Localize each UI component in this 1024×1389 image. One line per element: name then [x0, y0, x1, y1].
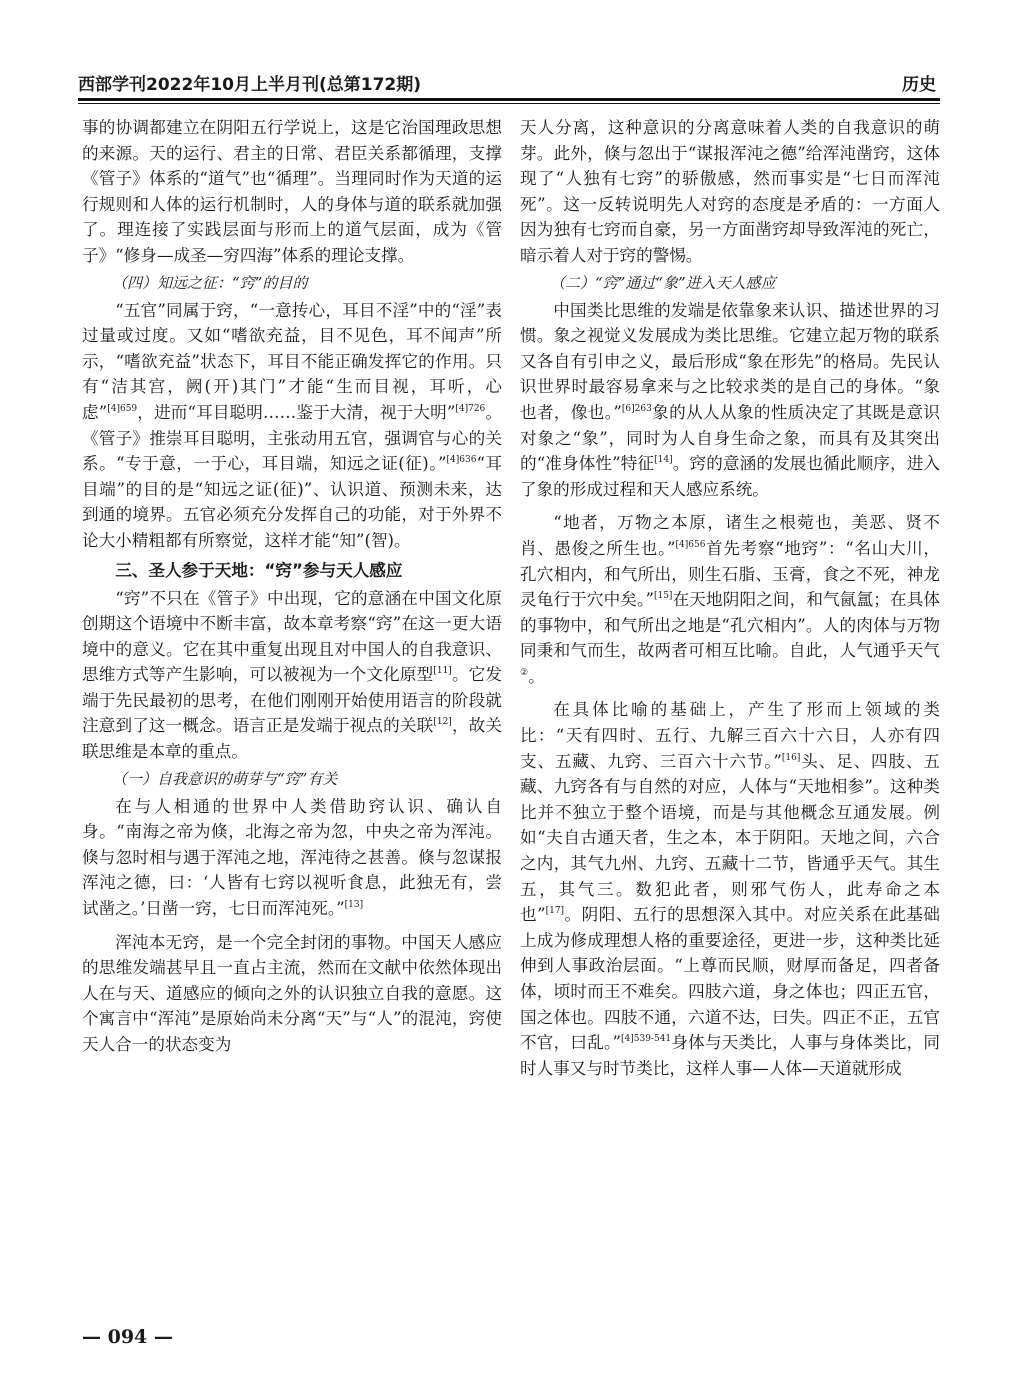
- text-run: ，故关联思维是本章的重点。: [82, 716, 502, 762]
- text-run: 在具体比喻的基础上，产生了形而上领域的类比：“天有四时、五行、九解三百六十六日，人亦有四支、五藏、九窍、三百六十六节。”: [520, 700, 940, 771]
- text-run: 象的从人从象的性质决定了其既是意识对象之“象”，同时为人自身生命之象，而具有及其突出的“准身体性”特征: [520, 402, 940, 474]
- header-rule-thick: [78, 98, 940, 101]
- section-label: 历史: [902, 75, 936, 95]
- paragraph: [82, 794, 502, 922]
- paragraph: [82, 298, 502, 554]
- citation-ref: [14]: [654, 455, 673, 466]
- page-number: — 094 —: [82, 1326, 173, 1348]
- paragraph: [520, 510, 940, 689]
- subsection-heading-four: （四）知远之征：“窍”的目的: [112, 273, 308, 292]
- header-rule-thin: [78, 103, 940, 104]
- text-run: 首先考察“地窍”：“名山大川，孔穴相内，和气所出，则生石脂、玉膏，食之不死，神龙灵龟行于穴中矣。”: [520, 538, 940, 610]
- paragraph: 事的协调都建立在阴阳五行学说上，这是它治国理政思想的来源。天的运行、君主的日常、君臣关系都循理，支撑《管子》体系的“道气”也“循理”。当理同时作为天道的运行规则和人体的运行机制时，人的身体与道的联系就加强了。理连接了实践层面与形而上的道气层面，成为《管子》“修身—成圣—穷四海”体系的理论支撑。: [82, 118, 502, 265]
- paragraph: [82, 586, 502, 765]
- citation-ref: [13]: [344, 900, 364, 911]
- text-run: 。《管子》推崇耳目聪明，主张动用五官，强调官与心的关系。“专于意，一于心，耳目端，知远之证(征)。”: [82, 402, 502, 474]
- citation-ref: [11]: [433, 666, 452, 677]
- subsection-heading-one: （一）自我意识的萌芽与“窍”有关: [112, 769, 338, 788]
- citation-ref: [4]539-541: [621, 1034, 672, 1045]
- journal-masthead: 西部学刊2022年10月上半月刊(总第172期): [78, 75, 421, 95]
- citation-ref: [15]: [653, 591, 673, 602]
- citation-ref: [4]656: [675, 539, 706, 550]
- text-run: 。阴阳、五行的思想深入其中。对应关系在此基础上成为修成理想人格的重要途径，更进一步，这种类比延伸到人事政治层面。“上尊而民顺，财厚而备足，四者备体，顷时而王不难矣。四肢六道，身之体也；四正五官，国之体也。四肢不通，六道不达，曰失。四正不正，五官不官，曰乱。”: [520, 905, 940, 1053]
- citation-ref: [4]636: [446, 455, 477, 466]
- footnote-marker: ②: [520, 667, 529, 678]
- running-header: [78, 70, 940, 96]
- paragraph: 天人分离，这种意识的分离意味着人类的自我意识的萌芽。此外，倏与忽出于“谋报浑沌之德”给浑沌凿窍，这体现了“人独有七窍”的骄傲感，然而事实是“七日而浑沌死”。这一反转说明先人对窍的态度是矛盾的：一方面人因为独有七窍而自豪，另一方面凿窍却导致浑沌的死亡，暗示着人对于窍的警惕。: [520, 118, 940, 265]
- text-run: “耳目端”的目的是“知远之证(征)”、认识道、预测未来，达到通的境界。五官必须充分发挥自己的功能，对于外界不论大小精粗都有所察觉，这样才能“知”(智)。: [82, 454, 502, 550]
- paragraph: [520, 697, 940, 1081]
- subsection-heading-two: （二）“窍”通过“象”进入天人感应: [550, 273, 776, 292]
- text-run: 头、足、四肢、五藏、九窍各有与自然的对应，人体与“天地相参”。这种类比并不独立于整个语境，而是与其他概念互通发展。例如“夫自古通天者，生之本，本于阴阳。天地之间，六合之内，其气九州、九窍、五藏十二节，皆通乎天气。其生五，其气三。数犯此者，则邪气伤人，此寿命之本也”: [520, 751, 940, 925]
- citation-ref: [6]263: [621, 403, 652, 414]
- text-run: “地者，万物之本原，诸生之根菀也，美恶、贤不肖、愚俊之所生也。”: [520, 513, 940, 558]
- text-run: “窍”不只在《管子》中出现，它的意涵在中国文化原创期这个语境中不断丰富，故本章考察“窍”在这一更大语境中的意义。它在其中重复出现且对中国人的自我意识、思维方式等产生影响，可以被视为一个文化原型: [82, 588, 502, 685]
- text-run: 中国类比思维的发端是依靠象来认识、描述世界的习惯。象之视觉义发展成为类比思维。它建立起万物的联系又各自有引申之义，最后形成“象在形先”的格局。先民认识世界时最容易拿来与之比较求类的是自己的身体。“象也者，像也。”: [520, 300, 940, 422]
- text-run: “五官”同属于窍，“一意抟心，耳目不淫”中的“淫”表过量或过度。又如“嗜欲充益，目不见色，耳不闻声”所示，“嗜欲充益”状态下，耳目不能正确发挥它的作用。只有“洁其宫，阙(开)其门”才能“生而目视，耳听，心虑”: [82, 300, 502, 422]
- citation-ref: [17]: [545, 906, 565, 917]
- section-heading-three: 三、圣人参于天地：“窍”参与天人感应: [115, 560, 403, 580]
- text-run: 。它发端于先民最初的思考，在他们刚刚开始使用语言的阶段就注意到了这一概念。语言正是发端于视点的关联: [82, 665, 502, 736]
- left-column: [82, 115, 502, 1295]
- text-run: 。窍的意涵的发展也循此顺序，进入了象的形成过程和天人感应系统。: [520, 454, 940, 499]
- paragraph: [520, 298, 940, 503]
- citation-ref: [4]726: [455, 403, 486, 414]
- right-column: [520, 115, 940, 1295]
- citation-ref: [12]: [433, 717, 452, 728]
- text-run: 在与人相通的世界中人类借助窍认识、确认自身。“南海之帝为倏，北海之帝为忽，中央之帝为浑沌。倏与忽时相与遇于浑沌之地，浑沌待之甚善。倏与忽谋报浑沌之德，曰：‘人皆有七窍以视听食息，此独无有，尝试凿之。’日凿一窍，七日而浑沌死。”: [82, 796, 502, 919]
- paragraph: 浑沌本无窍，是一个完全封闭的事物。中国天人感应的思维发端甚早且一直占主流，然而在文献中依然体现出人在与天、道感应的倾向之外的认识独立自我的意愿。这个寓言中“浑沌”是原始尚未分离“天”与“人”的混沌，窍使天人合一的状态变为: [82, 932, 502, 1054]
- citation-ref: [4]659: [107, 403, 138, 414]
- text-run: ，进而“耳目聪明……鉴于大清，视于大明”: [137, 402, 456, 422]
- text-run: 。: [528, 666, 545, 686]
- text-run: 身体与天类比，人事与身体类比，同时人事又与时节类比，这样人事—人体—天道就形成: [520, 1033, 940, 1078]
- text-run: 在天地阴阳之间，和气氤氲；在具体的事物中，和气所出之地是“孔穴相内”。人的肉体与万物同秉和气而生，故两者可相互比喻。自此，人气通乎天气: [520, 590, 940, 661]
- citation-ref: [16]: [781, 752, 801, 763]
